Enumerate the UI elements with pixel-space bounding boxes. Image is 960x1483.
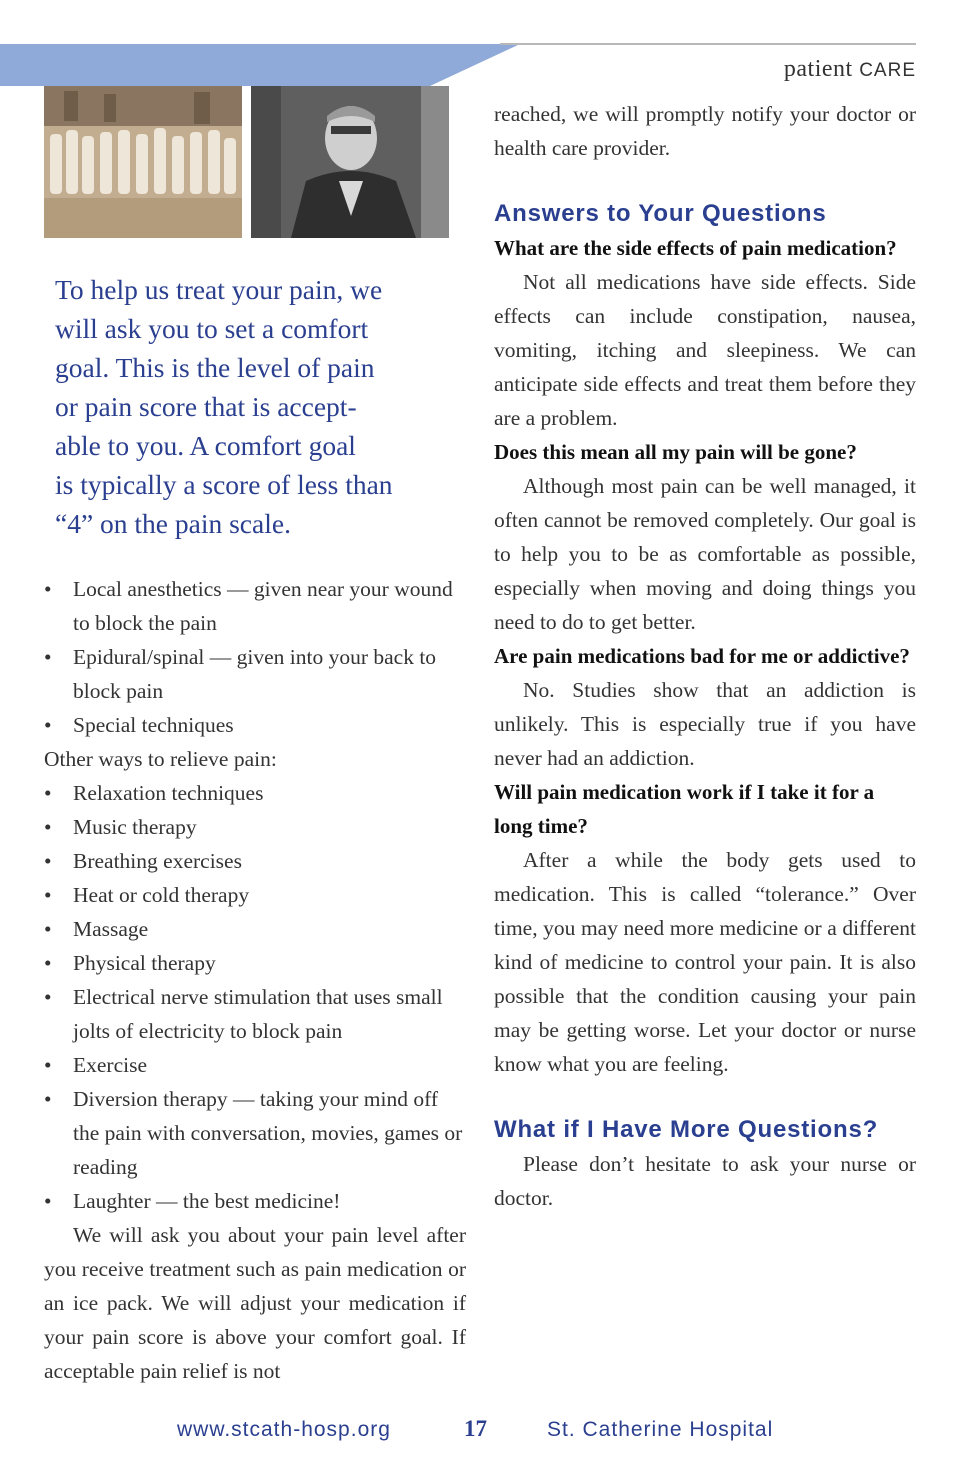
header-band [0, 44, 916, 86]
pull-quote-line: goal. This is the level of pain [55, 352, 375, 383]
question: What are the side effects of pain medication? [494, 236, 897, 260]
pull-quote-line: “4” on the pain scale. [55, 508, 291, 539]
question: Are pain medications bad for me or addictive? [494, 644, 910, 668]
answer: No. Studies show that an addiction is unlikely. This is especially true if you have never had an addiction. [494, 678, 916, 770]
continued-paragraph: reached, we will promptly notify your doctor or health care provider. [494, 102, 916, 160]
list-item: • Heat or cold therapy [44, 878, 466, 912]
historic-nurses-photo [44, 86, 242, 238]
pull-quote-line: is typically a score of less than [55, 469, 393, 500]
other-ways-label: Other ways to relieve pain: [44, 747, 277, 771]
pull-quote [55, 270, 435, 543]
question: Will pain medication work if I take it for a long time? [494, 780, 875, 838]
pull-quote-line: able to you. A comfort goal [55, 430, 356, 461]
pull-quote-line: To help us treat your pain, we [55, 274, 383, 305]
answer: Not all medications have side effects. Side effects can include constipation, nausea, vomiting, itching and sleepiness. We can anticipate side effects and treat them before they are a problem. [494, 270, 916, 430]
list-item: • Exercise [44, 1048, 466, 1082]
list-item: • Music therapy [44, 810, 466, 844]
answer: Although most pain can be well managed, it often cannot be removed completely. Our goal is to help you to be as comfortable as possible, especially when moving and doing things you need to do to get better. [494, 474, 916, 634]
answer: After a while the body gets used to medication. This is called “tolerance.” Over time, you may need more medicine or a different kind of medicine to control your pain. It is also possible that the condition causing your pain may be getting worse. Let your doctor or nurse know what you are feeling. [494, 848, 916, 1076]
section-word: patient [783, 56, 853, 82]
pull-quote-line: or pain score that is accept- [55, 391, 357, 422]
relief-methods-list [44, 776, 466, 1218]
answers-heading: Answers to Your Questions [494, 200, 827, 227]
list-item: • Special techniques [44, 708, 466, 742]
more-questions-heading: What if I Have More Questions? [494, 1116, 879, 1143]
list-item: • Epidural/spinal — given into your back to block pain [44, 640, 466, 708]
header-rule [500, 43, 916, 45]
section-strong: CARE [859, 60, 916, 81]
page-number: 17 [464, 1416, 487, 1441]
list-item: • Breathing exercises [44, 844, 466, 878]
closing-paragraph: We will ask you about your pain level after you receive treatment such as pain medication or an ice pack. We will adjust your medication if your pain score is above your comfort goal. If acceptable pain relief is not [44, 1223, 466, 1383]
list-item: • Laughter — the best medicine! [44, 1184, 466, 1218]
list-item: • Diversion therapy — taking your mind off the pain with conversation, movies, games or reading [44, 1082, 466, 1184]
website-link[interactable]: www.stcath-hosp.org [177, 1418, 391, 1441]
right-column [494, 97, 916, 1215]
list-item: • Local anesthetics — given near your wound to block the pain [44, 572, 466, 640]
anesthesia-list [44, 572, 466, 742]
left-column [44, 572, 466, 1388]
question: Does this mean all my pain will be gone? [494, 440, 857, 464]
organization-name: St. Catherine Hospital [547, 1418, 774, 1441]
section-label [784, 56, 916, 83]
more-questions-paragraph: Please don’t hesitate to ask your nurse or doctor. [494, 1152, 916, 1210]
historic-portrait-photo [251, 86, 449, 238]
list-item: • Physical therapy [44, 946, 466, 980]
footer [0, 1418, 960, 1448]
list-item: • Electrical nerve stimulation that uses small jolts of electricity to block pain [44, 980, 466, 1048]
pull-quote-line: will ask you to set a comfort [55, 313, 369, 344]
list-item: • Massage [44, 912, 466, 946]
list-item: • Relaxation techniques [44, 776, 466, 810]
